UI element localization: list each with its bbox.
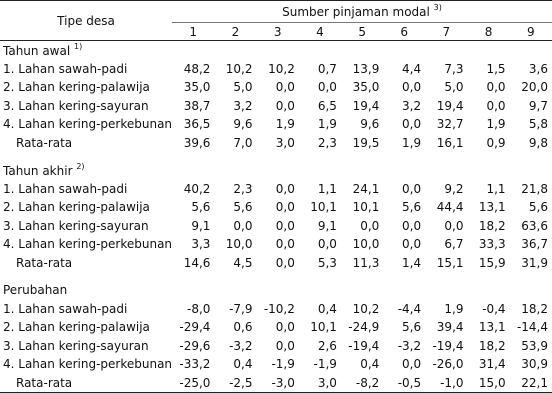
table-cell: 14,6 bbox=[183, 255, 211, 270]
table-cell: 0,0 bbox=[275, 218, 295, 233]
table-cell: -1,9 bbox=[271, 357, 295, 372]
table-cell: 5,6 bbox=[191, 200, 211, 215]
table-cell: 15,0 bbox=[468, 374, 510, 393]
table-cell: 1,1 bbox=[317, 181, 337, 196]
table-cell: 38,7 bbox=[183, 98, 211, 113]
average-row bbox=[0, 134, 552, 153]
table-cell: 0,0 bbox=[402, 357, 422, 372]
table-cell: 0,4 bbox=[360, 357, 380, 372]
table-cell: 6,5 bbox=[317, 98, 337, 113]
table-cell: 13,1 bbox=[478, 320, 506, 335]
table-cell: 11,3 bbox=[352, 255, 380, 270]
table-cell: 9,6 bbox=[360, 117, 380, 132]
table-cell: 36,7 bbox=[521, 237, 548, 252]
section-title bbox=[0, 161, 552, 180]
table-cell: 0,0 bbox=[275, 237, 295, 252]
table-cell: 0,4 bbox=[317, 301, 337, 316]
table-cell: 10,2 bbox=[352, 301, 380, 316]
section-title-row bbox=[0, 161, 552, 180]
table-row bbox=[0, 355, 552, 374]
table-cell: -3,2 bbox=[397, 338, 422, 353]
table-cell: 0,0 bbox=[402, 218, 422, 233]
table-cell: 0,0 bbox=[402, 181, 422, 196]
table-cell: 1,4 bbox=[402, 255, 422, 270]
table-cell: 1,1 bbox=[486, 181, 506, 196]
table-cell: 0,0 bbox=[360, 218, 380, 233]
section-spacer bbox=[0, 152, 552, 161]
table-cell: 10,1 bbox=[310, 320, 337, 335]
table-row bbox=[0, 78, 552, 97]
column-number: 9 bbox=[510, 23, 552, 41]
table-cell: 19,4 bbox=[352, 98, 380, 113]
table-cell: 3,2 bbox=[402, 98, 422, 113]
table-cell: 0,9 bbox=[486, 135, 506, 150]
table-cell: 0,0 bbox=[317, 237, 337, 252]
table-cell: 10,0 bbox=[225, 237, 253, 252]
table-cell: 15,9 bbox=[478, 255, 506, 270]
table-cell: -19,4 bbox=[432, 338, 464, 353]
column-number: 7 bbox=[425, 23, 467, 41]
table-cell: 31,4 bbox=[478, 357, 506, 372]
spacer-cell bbox=[0, 152, 552, 161]
table-cell: 1,5 bbox=[486, 61, 506, 76]
table-row bbox=[0, 180, 552, 199]
table-cell: 0,0 bbox=[275, 200, 295, 215]
table-cell: 0,0 bbox=[486, 98, 506, 113]
table-cell: 5,6 bbox=[528, 200, 548, 215]
table-cell: -3,2 bbox=[229, 338, 253, 353]
table-cell: 3,0 bbox=[299, 374, 341, 393]
table-cell: 0,0 bbox=[275, 338, 295, 353]
table-body bbox=[0, 41, 552, 393]
section-title bbox=[0, 281, 552, 300]
table-cell: -10,2 bbox=[263, 301, 295, 316]
table-cell: 2,3 bbox=[233, 181, 253, 196]
table-cell: 9,1 bbox=[191, 218, 211, 233]
table-cell: 0,0 bbox=[275, 320, 295, 335]
table-cell: 5,6 bbox=[402, 320, 422, 335]
table-cell: 10,1 bbox=[352, 200, 380, 215]
table-cell: 48,2 bbox=[183, 61, 211, 76]
table-cell: 5,0 bbox=[233, 80, 253, 95]
table-cell: 36,5 bbox=[183, 117, 211, 132]
table-cell: -8,0 bbox=[187, 301, 211, 316]
table-cell: -1,9 bbox=[313, 357, 337, 372]
sumber-footnote-marker: 3) bbox=[433, 3, 442, 12]
table-cell: 0,0 bbox=[275, 80, 295, 95]
tipe-desa-header: Tipe desa bbox=[0, 1, 172, 41]
table-cell: -19,4 bbox=[348, 338, 380, 353]
row-label: 2. Lahan kering-palawija bbox=[3, 320, 150, 335]
table-cell: 10,1 bbox=[310, 200, 337, 215]
table-cell: 13,9 bbox=[352, 61, 380, 76]
table-cell: 0,4 bbox=[233, 357, 253, 372]
row-label: 2. Lahan kering-palawija bbox=[3, 200, 150, 215]
table-row bbox=[0, 60, 552, 79]
table-cell: 6,7 bbox=[444, 237, 464, 252]
table-cell: 44,4 bbox=[436, 200, 464, 215]
column-number: 1 bbox=[172, 23, 214, 41]
table-row bbox=[0, 235, 552, 254]
table-row bbox=[0, 115, 552, 134]
table-cell: 19,5 bbox=[352, 135, 380, 150]
row-label: 1. Lahan sawah-padi bbox=[3, 61, 128, 76]
table-cell: 1,9 bbox=[317, 117, 337, 132]
table-cell: 1,9 bbox=[444, 301, 464, 316]
column-number: 6 bbox=[383, 23, 425, 41]
row-label: Rata-rata bbox=[0, 374, 172, 393]
table-cell: -26,0 bbox=[432, 357, 464, 372]
row-label: Rata-rata bbox=[16, 135, 73, 150]
row-label: 3. Lahan kering-sayuran bbox=[3, 98, 149, 113]
table-cell: -1,0 bbox=[425, 374, 467, 393]
table-cell: 33,3 bbox=[478, 237, 506, 252]
spacer-cell bbox=[0, 272, 552, 281]
table-row bbox=[0, 97, 552, 116]
table-cell: 0,6 bbox=[233, 320, 253, 335]
table-cell: 10,2 bbox=[268, 61, 295, 76]
section-title bbox=[0, 41, 552, 60]
table-cell: -29,6 bbox=[179, 338, 211, 353]
table-cell: 0,0 bbox=[402, 237, 422, 252]
table-cell: 7,3 bbox=[444, 61, 464, 76]
section-title-text: Tahun akhir bbox=[3, 163, 73, 178]
table-cell: -33,2 bbox=[179, 357, 211, 372]
table-cell: 13,1 bbox=[478, 200, 506, 215]
table-cell: 0,0 bbox=[486, 80, 506, 95]
average-row bbox=[0, 374, 552, 393]
table-cell: 0,0 bbox=[402, 80, 422, 95]
table-cell: 9,6 bbox=[233, 117, 253, 132]
table-cell: 32,7 bbox=[436, 117, 464, 132]
table-cell: 20,0 bbox=[521, 80, 548, 95]
table-cell: -24,9 bbox=[348, 320, 380, 335]
column-number: 4 bbox=[299, 23, 341, 41]
row-label: 4. Lahan kering-perkebunan bbox=[3, 117, 173, 132]
table-cell: 3,0 bbox=[275, 135, 295, 150]
table-cell: -14,4 bbox=[516, 320, 548, 335]
sumber-header: Sumber pinjaman modal $^{3)}$ bbox=[172, 1, 552, 23]
table-cell: 2,6 bbox=[317, 338, 337, 353]
section-footnote-marker: 1) bbox=[74, 41, 83, 51]
table-cell: 5,3 bbox=[317, 255, 337, 270]
table-cell: -29,4 bbox=[179, 320, 211, 335]
table-row bbox=[0, 318, 552, 337]
table-cell: 4,5 bbox=[233, 255, 253, 270]
table-cell: 18,2 bbox=[478, 218, 506, 233]
column-number: 8 bbox=[468, 23, 510, 41]
table-cell: 5,6 bbox=[402, 200, 422, 215]
table-cell: -3,0 bbox=[256, 374, 298, 393]
table-cell: 0,0 bbox=[402, 117, 422, 132]
table-cell: 5,6 bbox=[233, 200, 253, 215]
average-row bbox=[0, 254, 552, 273]
column-number: 3 bbox=[256, 23, 298, 41]
table-cell: 5,0 bbox=[444, 80, 464, 95]
section-footnote-marker: 2) bbox=[76, 161, 85, 171]
table-cell: 39,4 bbox=[436, 320, 464, 335]
table-cell: 3,6 bbox=[528, 61, 548, 76]
table-cell: -0,4 bbox=[482, 301, 506, 316]
table-cell: 18,2 bbox=[478, 338, 506, 353]
row-label: 1. Lahan sawah-padi bbox=[3, 181, 128, 196]
table-cell: 4,4 bbox=[402, 61, 422, 76]
table-cell: 0,7 bbox=[317, 61, 337, 76]
table-cell: 7,0 bbox=[233, 135, 253, 150]
table-cell: 30,9 bbox=[521, 357, 548, 372]
table-cell: -7,9 bbox=[229, 301, 253, 316]
table-cell: 19,4 bbox=[436, 98, 464, 113]
table-cell: 63,6 bbox=[521, 218, 548, 233]
column-number: 2 bbox=[214, 23, 256, 41]
table-cell: 9,8 bbox=[528, 135, 548, 150]
row-label: 3. Lahan kering-sayuran bbox=[3, 338, 149, 353]
table-cell: 9,2 bbox=[444, 181, 464, 196]
table-cell: 53,9 bbox=[521, 338, 548, 353]
section-spacer bbox=[0, 272, 552, 281]
table-cell: 15,1 bbox=[436, 255, 464, 270]
column-number: 5 bbox=[341, 23, 383, 41]
table-cell: 40,2 bbox=[183, 181, 211, 196]
table-cell: 9,1 bbox=[317, 218, 337, 233]
table-cell: 35,0 bbox=[352, 80, 380, 95]
table-cell: 0,0 bbox=[317, 80, 337, 95]
table-cell: 16,1 bbox=[436, 135, 464, 150]
section-title-row bbox=[0, 41, 552, 60]
table-cell: 0,0 bbox=[275, 255, 295, 270]
table-cell: 10,0 bbox=[352, 237, 380, 252]
table-cell: 0,0 bbox=[275, 181, 295, 196]
table-row bbox=[0, 337, 552, 356]
table-cell: 35,0 bbox=[183, 80, 211, 95]
section-title-row bbox=[0, 281, 552, 300]
table-cell: -4,4 bbox=[397, 301, 422, 316]
table-cell: 24,1 bbox=[352, 181, 380, 196]
row-label: 4. Lahan kering-perkebunan bbox=[3, 237, 173, 252]
row-label: 2. Lahan kering-palawija bbox=[3, 80, 150, 95]
table-cell: 5,8 bbox=[528, 117, 548, 132]
table-cell: 39,6 bbox=[183, 135, 211, 150]
row-label: 4. Lahan kering-perkebunan bbox=[3, 357, 173, 372]
row-label: 1. Lahan sawah-padi bbox=[3, 301, 128, 316]
table-cell: 31,9 bbox=[521, 255, 548, 270]
table-cell: 22,1 bbox=[510, 374, 552, 393]
table-cell: 1,9 bbox=[486, 117, 506, 132]
row-label: Rata-rata bbox=[16, 255, 73, 270]
table-cell: 3,3 bbox=[191, 237, 211, 252]
section-title-text: Tahun awal bbox=[3, 43, 71, 58]
table-cell: 9,7 bbox=[528, 98, 548, 113]
table-cell: 2,3 bbox=[317, 135, 337, 150]
table-row bbox=[0, 217, 552, 236]
section-title-text: Perubahan bbox=[3, 283, 68, 298]
table-cell: 21,8 bbox=[521, 181, 548, 196]
table-cell: 0,0 bbox=[275, 98, 295, 113]
table-cell: 1,9 bbox=[402, 135, 422, 150]
table-cell: -25,0 bbox=[172, 374, 214, 393]
table-row bbox=[0, 198, 552, 217]
table-cell: 0,0 bbox=[233, 218, 253, 233]
table-cell: -8,2 bbox=[341, 374, 383, 393]
table-cell: 10,2 bbox=[225, 61, 253, 76]
table-cell: 0,0 bbox=[444, 218, 464, 233]
table-cell: -0,5 bbox=[383, 374, 425, 393]
table-row bbox=[0, 300, 552, 319]
table-cell: 18,2 bbox=[521, 301, 548, 316]
table-cell: 1,9 bbox=[275, 117, 295, 132]
header-row-1 bbox=[0, 1, 552, 23]
table-cell: 3,2 bbox=[233, 98, 253, 113]
row-label: 3. Lahan kering-sayuran bbox=[3, 218, 149, 233]
table-cell: -2,5 bbox=[214, 374, 256, 393]
